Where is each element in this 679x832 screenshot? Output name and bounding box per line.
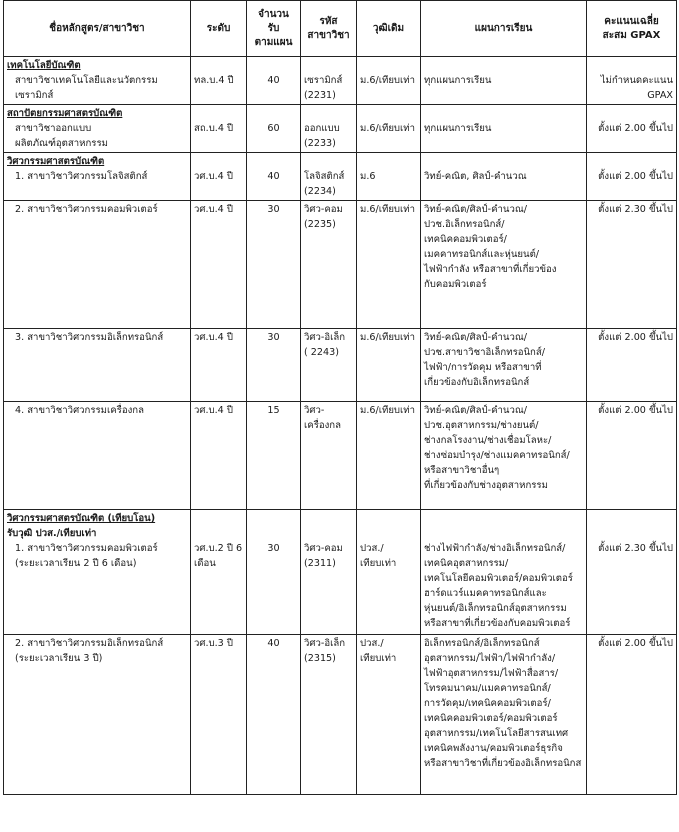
prereq-line: ม.6/เทียบเท่า — [360, 75, 416, 86]
code-line: วิศว- — [304, 405, 325, 416]
plan-line: อุตสาหกรรม/ไฟฟ้า/ไฟฟ้ากำลัง/ — [424, 653, 556, 664]
table-row — [4, 153, 677, 201]
program-name: ผลิตภัณฑ์อุตสาหกรรม — [15, 138, 108, 149]
seats-cell — [247, 105, 301, 153]
header-seats-line: รับ — [267, 22, 280, 34]
level-value: สถ.บ.4 ปี — [194, 123, 234, 134]
spacer — [360, 106, 417, 121]
plan-line: ปวช.อุตสาหกรรม/ช่างยนต์/ — [424, 420, 539, 431]
plan-line: ฮาร์ดแวร์แมคคาทรอนิกส์และ — [424, 588, 547, 599]
program-cell — [4, 402, 191, 510]
seats-value: 15 — [267, 405, 280, 416]
plan-line: ช่างกลโรงงาน/ช่างเชื่อมโลหะ/ — [424, 435, 552, 446]
prereq-cell — [357, 402, 421, 510]
gpax-line: ตั้งแต่ 2.00 ขึ้นไป — [598, 405, 673, 416]
prereq-line: เทียบเท่า — [360, 653, 397, 664]
seats-value: 40 — [267, 171, 280, 182]
plan-cell — [421, 57, 587, 105]
program-name: 1. สาขาวิชาวิศวกรรมคอมพิวเตอร์ — [15, 543, 158, 554]
spacer — [194, 511, 243, 526]
plan-cell — [421, 510, 587, 635]
code-line: ออกแบบ — [304, 123, 340, 134]
spacer — [194, 154, 243, 169]
header-code — [301, 1, 357, 57]
gpax-line: ตั้งแต่ 2.00 ขึ้นไป — [598, 171, 673, 182]
table-row — [4, 329, 677, 402]
spacer — [360, 154, 417, 169]
spacer — [250, 526, 297, 541]
program-cell — [4, 329, 191, 402]
spacer — [590, 511, 673, 526]
gpax-line: ไม่กำหนดคะแนน — [600, 75, 673, 86]
header-study-plan: แผนการเรียน — [421, 1, 587, 57]
section-title: สถาปัตยกรรมศาสตรบัณฑิต — [7, 108, 123, 119]
plan-line: ปวช.สาขาวิชาอิเล็กทรอนิกส์/ — [424, 347, 545, 358]
prereq-cell — [357, 105, 421, 153]
code-line: (2315) — [304, 653, 336, 664]
code-line: วิศว-อิเล็ก — [304, 638, 346, 649]
seats-value: 40 — [267, 75, 280, 86]
spacer — [360, 526, 417, 541]
program-name: (ระยะเวลาเรียน 3 ปี) — [15, 653, 103, 664]
code-line: เครื่องกล — [304, 420, 341, 431]
seats-cell — [247, 635, 301, 795]
prereq-line: ม.6/เทียบเท่า — [360, 123, 416, 134]
level-value: วศ.บ.4 ปี — [194, 332, 233, 343]
prereq-line: เทียบเท่า — [360, 558, 397, 569]
plan-line: เทคนิคพลังงาน/คอมพิวเตอร์ธุรกิจ — [424, 743, 563, 754]
header-code-line: สาขาวิชา — [307, 29, 350, 41]
table-body — [4, 57, 677, 795]
program-cell — [4, 635, 191, 795]
section-title: เทคโนโลยีบัณฑิต — [7, 60, 81, 71]
program-cell — [4, 105, 191, 153]
code-line: วิศว-อิเล็ก — [304, 332, 346, 343]
code-cell — [301, 153, 357, 201]
plan-line: หรือสาขาวิชาอื่นๆ — [424, 465, 500, 476]
spacer — [590, 526, 673, 541]
header-gpax — [587, 1, 677, 57]
program-name: 2. สาขาวิชาวิศวกรรมอิเล็กทรอนิกส์ — [15, 638, 164, 649]
plan-line: วิทย์-คณิต/ศิลป์-คำนวณ/ — [424, 332, 527, 343]
gpax-line: GPAX — [647, 90, 673, 101]
gpax-line: ตั้งแต่ 2.00 ขึ้นไป — [598, 638, 673, 649]
prereq-line: ม.6/เทียบเท่า — [360, 204, 416, 215]
program-name: เซรามิกส์ — [15, 90, 54, 101]
plan-line: หรือสาขาที่เกี่ยวข้องกับคอมพิวเตอร์ — [424, 618, 571, 629]
prereq-cell — [357, 153, 421, 201]
spacer — [424, 154, 583, 169]
code-cell — [301, 510, 357, 635]
seats-value: 60 — [267, 123, 280, 134]
header-prereq: วุฒิเดิม — [357, 1, 421, 57]
plan-line: ช่างซ่อมบำรุง/ช่างแมคคาทรอนิกส์/ — [424, 450, 570, 461]
table-row — [4, 402, 677, 510]
level-value: วศ.บ.4 ปี — [194, 171, 233, 182]
gpax-line: ตั้งแต่ 2.00 ขึ้นไป — [598, 123, 673, 134]
prereq-line: ม.6 — [360, 171, 376, 182]
gpax-line: ตั้งแต่ 2.30 ขึ้นไป — [598, 543, 673, 554]
spacer — [250, 511, 297, 526]
gpax-cell — [587, 57, 677, 105]
code-line: (2231) — [304, 90, 336, 101]
header-code-line: รหัส — [319, 15, 338, 27]
spacer — [250, 58, 297, 73]
header-seats-line: จำนวน — [258, 8, 289, 20]
code-line: (2233) — [304, 138, 336, 149]
plan-line: ที่เกี่ยวข้องกับช่างอุตสาหกรรม — [424, 480, 548, 491]
plan-line: ปวช.อิเล็กทรอนิกส์/ — [424, 219, 505, 230]
plan-line: เทคนิคอุตสาหกรรม/ — [424, 558, 509, 569]
program-cell — [4, 57, 191, 105]
seats-cell — [247, 57, 301, 105]
spacer — [250, 106, 297, 121]
prereq-line: ม.6/เทียบเท่า — [360, 405, 416, 416]
plan-line: อิเล็กทรอนิกส์/อิเล็กทรอนิกส์ — [424, 638, 540, 649]
program-name: 3. สาขาวิชาวิศวกรรมอิเล็กทรอนิกส์ — [15, 332, 164, 343]
table-row — [4, 201, 677, 329]
program-cell — [4, 510, 191, 635]
spacer — [304, 526, 353, 541]
code-cell — [301, 402, 357, 510]
plan-line: เกี่ยวข้องกับอิเล็กทรอนิกส์ — [424, 377, 530, 388]
spacer — [194, 526, 243, 541]
program-name: 2. สาขาวิชาวิศวกรรมคอมพิวเตอร์ — [15, 204, 158, 215]
seats-cell — [247, 510, 301, 635]
seats-cell — [247, 201, 301, 329]
spacer — [304, 58, 353, 73]
plan-line: ไฟฟ้า/การวัดคุม หรือสาขาที่ — [424, 362, 542, 373]
plan-line: เทคนิคคอมพิวเตอร์/ — [424, 234, 507, 245]
prereq-cell — [357, 329, 421, 402]
seats-cell — [247, 153, 301, 201]
plan-line: การวัดคุม/เทคนิคคอมพิวเตอร์/ — [424, 698, 551, 709]
code-line: วิศว-คอม — [304, 204, 343, 215]
spacer — [360, 58, 417, 73]
table-row — [4, 510, 677, 635]
gpax-line: ตั้งแต่ 2.00 ขึ้นไป — [598, 332, 673, 343]
spacer — [424, 526, 583, 541]
spacer — [194, 58, 243, 73]
level-cell — [191, 402, 247, 510]
seats-cell — [247, 402, 301, 510]
code-cell — [301, 635, 357, 795]
level-value: วศ.บ.4 ปี — [194, 405, 233, 416]
prereq-line: ปวส./ — [360, 543, 384, 554]
seats-value: 30 — [267, 332, 280, 343]
code-cell — [301, 329, 357, 402]
seats-value: 40 — [267, 638, 280, 649]
code-line: ( 2243) — [304, 347, 339, 358]
program-cell — [4, 153, 191, 201]
plan-line: โทรคมนาคม/แมคคาทรอนิกส์/ — [424, 683, 551, 694]
level-cell — [191, 510, 247, 635]
program-name: 4. สาขาวิชาวิศวกรรมเครื่องกล — [15, 405, 144, 416]
spacer — [424, 58, 583, 73]
gpax-cell — [587, 510, 677, 635]
level-cell — [191, 635, 247, 795]
header-row — [4, 1, 677, 57]
spacer — [424, 106, 583, 121]
code-cell — [301, 105, 357, 153]
program-name: สาขาวิชาเทคโนโลยีและนวัตกรรม — [15, 75, 158, 86]
spacer — [304, 106, 353, 121]
spacer — [590, 106, 673, 121]
spacer — [424, 511, 583, 526]
seats-value: 30 — [267, 204, 280, 215]
prereq-cell — [357, 57, 421, 105]
prereq-cell — [357, 201, 421, 329]
level-cell — [191, 329, 247, 402]
section-title: วิศวกรรมศาสตรบัณฑิต — [7, 156, 105, 167]
code-line: (2311) — [304, 558, 336, 569]
level-value: วศ.บ.2 ปี 6 เดือน — [194, 543, 243, 569]
table-row — [4, 635, 677, 795]
plan-line: ทุกแผนการเรียน — [424, 123, 492, 134]
section-title: วิศวกรรมศาสตรบัณฑิต (เทียบโอน) — [7, 513, 156, 524]
spacer — [360, 511, 417, 526]
code-line: (2234) — [304, 186, 336, 197]
level-cell — [191, 201, 247, 329]
plan-cell — [421, 201, 587, 329]
level-cell — [191, 57, 247, 105]
section-subtitle: รับวุฒิ ปวส./เทียบเท่า — [7, 528, 97, 539]
plan-line: กับคอมพิวเตอร์ — [424, 279, 487, 290]
table-row — [4, 105, 677, 153]
header-seats-line: ตามแผน — [254, 36, 293, 48]
plan-line: ไฟฟ้าอุตสาหกรรม/ไฟฟ้าสื่อสาร/ — [424, 668, 559, 679]
prereq-cell — [357, 510, 421, 635]
spacer — [304, 511, 353, 526]
plan-cell — [421, 105, 587, 153]
level-cell — [191, 153, 247, 201]
plan-line: เทคโนโลยีคอมพิวเตอร์/คอมพิวเตอร์ — [424, 573, 573, 584]
spacer — [194, 106, 243, 121]
gpax-cell — [587, 201, 677, 329]
header-program: ชื่อหลักสูตร/สาขาวิชา — [4, 1, 191, 57]
table-row — [4, 57, 677, 105]
spacer — [304, 154, 353, 169]
level-value: ทล.บ.4 ปี — [194, 75, 234, 86]
prereq-line: ปวส./ — [360, 638, 384, 649]
plan-line: เมคคาทรอนิกส์และหุ่นยนต์/ — [424, 249, 540, 260]
gpax-cell — [587, 329, 677, 402]
code-cell — [301, 57, 357, 105]
seats-cell — [247, 329, 301, 402]
plan-cell — [421, 329, 587, 402]
header-level: ระดับ — [191, 1, 247, 57]
gpax-cell — [587, 402, 677, 510]
header-gpax-line: คะแนนเฉลี่ย — [604, 15, 659, 27]
program-cell — [4, 201, 191, 329]
plan-cell — [421, 635, 587, 795]
seats-value: 30 — [267, 543, 280, 554]
program-name: 1. สาขาวิชาวิศวกรรมโลจิสติกส์ — [15, 171, 148, 182]
program-name: (ระยะเวลาเรียน 2 ปี 6 เดือน) — [15, 558, 137, 569]
plan-line: เทคนิคคอมพิวเตอร์/คอมพิวเตอร์ — [424, 713, 558, 724]
plan-line: วิทย์-คณิต, ศิลป์-คำนวณ — [424, 171, 527, 182]
code-line: โลจิสติกส์ — [304, 171, 345, 182]
prereq-cell — [357, 635, 421, 795]
prereq-line: ม.6/เทียบเท่า — [360, 332, 416, 343]
admission-table — [3, 0, 677, 795]
plan-line: ไฟฟ้ากำลัง หรือสาขาที่เกี่ยวข้อง — [424, 264, 557, 275]
plan-cell — [421, 402, 587, 510]
plan-line: วิทย์-คณิต/ศิลป์-คำนวณ/ — [424, 204, 527, 215]
plan-line: หรือสาขาวิชาที่เกี่ยวข้องอิเล็กทรอนิกส — [424, 758, 582, 769]
code-line: เซรามิกส์ — [304, 75, 343, 86]
code-cell — [301, 201, 357, 329]
spacer — [590, 58, 673, 73]
plan-line: ช่างไฟฟ้ากำลัง/ช่างอิเล็กทรอนิกส์/ — [424, 543, 566, 554]
plan-line: อุตสาหกรรม/เทคโนโลยีสารสนเทศ — [424, 728, 569, 739]
plan-line: ทุกแผนการเรียน — [424, 75, 492, 86]
spacer — [250, 154, 297, 169]
level-value: วศ.บ.3 ปี — [194, 638, 233, 649]
gpax-cell — [587, 153, 677, 201]
level-cell — [191, 105, 247, 153]
program-name: สาขาวิชาออกแบบ — [15, 123, 92, 134]
spacer — [590, 154, 673, 169]
plan-cell — [421, 153, 587, 201]
gpax-cell — [587, 105, 677, 153]
code-line: วิศว-คอม — [304, 543, 343, 554]
plan-line: วิทย์-คณิต/ศิลป์-คำนวณ/ — [424, 405, 527, 416]
header-seats — [247, 1, 301, 57]
header-gpax-line: สะสม GPAX — [602, 29, 661, 41]
plan-line: หุ่นยนต์/อิเล็กทรอนิกส์อุตสาหกรรม — [424, 603, 567, 614]
gpax-cell — [587, 635, 677, 795]
level-value: วศ.บ.4 ปี — [194, 204, 233, 215]
gpax-line: ตั้งแต่ 2.30 ขึ้นไป — [598, 204, 673, 215]
code-line: (2235) — [304, 219, 336, 230]
